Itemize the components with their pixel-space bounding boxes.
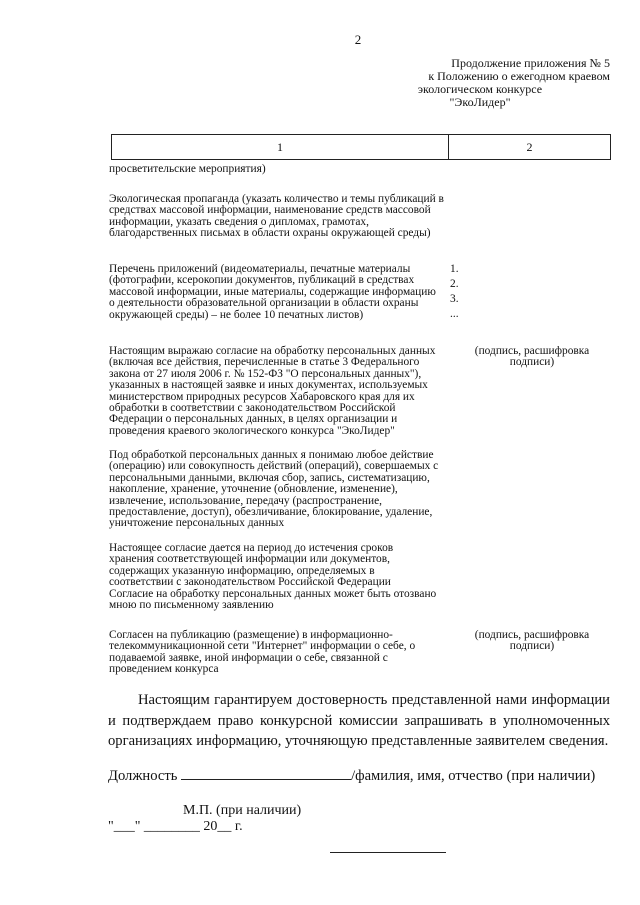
stamp-label: М.П. (при наличии) xyxy=(183,803,302,818)
guarantee-statement: Настоящим гарантируем достоверность представленной нами информации и подтверждаем право конкурсной комиссии запрашивать в уполномоченных организациях информацию, уточняющую представленные заявителем сведения. xyxy=(108,692,610,749)
propaganda-row: Экологическая пропаганда (указать количество и темы публикаций в средствах массовой информации, наименование средств массовой информации, указать сведения о дипломах, грамотах, благодарственных письмах в области охраны окружающей среды) xyxy=(109,193,444,240)
signature-hint: (подпись, расшифровка подписи) xyxy=(474,345,590,369)
appendix-title: Продолжение приложения № 5 xyxy=(451,56,610,70)
appendix-header xyxy=(400,57,610,109)
attachments-list-item: 3. xyxy=(450,293,459,305)
attachments-list-item: ... xyxy=(450,308,459,320)
attachments-list-item: 1. xyxy=(450,263,459,275)
consent-revoke: Согласие на обработку персональных данных может быть отозвано мною по письменному заявлению xyxy=(109,588,437,612)
consent-publication: Согласен на публикацию (размещение) в информационно-телекоммуникационной сети "Интернет" информации о себе, о подаваемой заявке, иной информации о себе, связанной с проведением конкурса xyxy=(109,629,416,676)
attachments-list-item: 2. xyxy=(450,278,459,290)
table-header-col-1: 1 xyxy=(112,135,449,159)
processing-definition: Под обработкой персональных данных я понимаю любое действие (операцию) или совокупность действий (операций), совершаемых с персональными данными, включая сбор, запись, систематизацию, накопление, хранение, уточнение (обновление, изменение), извлечение, использование, передачу (распространение, предоставление, доступ), обезличивание, блокирование, удаление, уничтожение персональных данных xyxy=(109,449,439,530)
position-label: Должность xyxy=(108,768,178,784)
consent-personal-data: Настоящим выражаю согласие на обработку персональных данных (включая все действия, перечисленные в статье 3 Федерального закона от 27 июля 2006 г. № 152-ФЗ "О персональных данных"), указанных в настоящей заявке и иных документах, используемых министерством природных ресурсов Хабаровского края для их обработки в соответствии с законодательством Российской Федерации о персональных данных, в целях организации и проведения краевого экологического конкурса "ЭкоЛидер" xyxy=(109,345,436,437)
date-line: "___" ________ 20__ г. xyxy=(108,819,243,834)
attachments-row: Перечень приложений (видеоматериалы, печатные материалы (фотографии, ксерокопии документов, публикаций в средствах массовой информации, иные материалы, содержащие информацию о деятельности образовательной организации в области охраны окружающей среды) – не более 10 печатных листов) xyxy=(109,263,436,321)
table-header-col-2: 2 xyxy=(526,140,533,154)
position-blank xyxy=(181,765,351,780)
attachments-list xyxy=(450,262,459,322)
page-number: 2 xyxy=(354,32,362,47)
position-line xyxy=(108,765,595,785)
appendix-ref-line-1: к Положению о ежегодном краевом xyxy=(428,69,610,83)
table-header xyxy=(111,134,611,160)
education-row-tail: просветительские мероприятия) xyxy=(109,163,266,175)
signature-line xyxy=(330,852,446,853)
appendix-ref-line-2: экологическом конкурсе xyxy=(417,82,543,96)
signature-hint: (подпись, расшифровка подписи) xyxy=(474,629,590,653)
position-suffix: /фамилия, имя, отчество (при наличии) xyxy=(351,768,596,784)
appendix-ref-line-3: "ЭкоЛидер" xyxy=(449,95,511,109)
consent-period: Настоящее согласие дается на период до истечения сроков хранения соответствующей информации или документов, содержащих указанную информацию, определяемых в соответствии с законодательством Российской Федерации xyxy=(109,542,394,589)
